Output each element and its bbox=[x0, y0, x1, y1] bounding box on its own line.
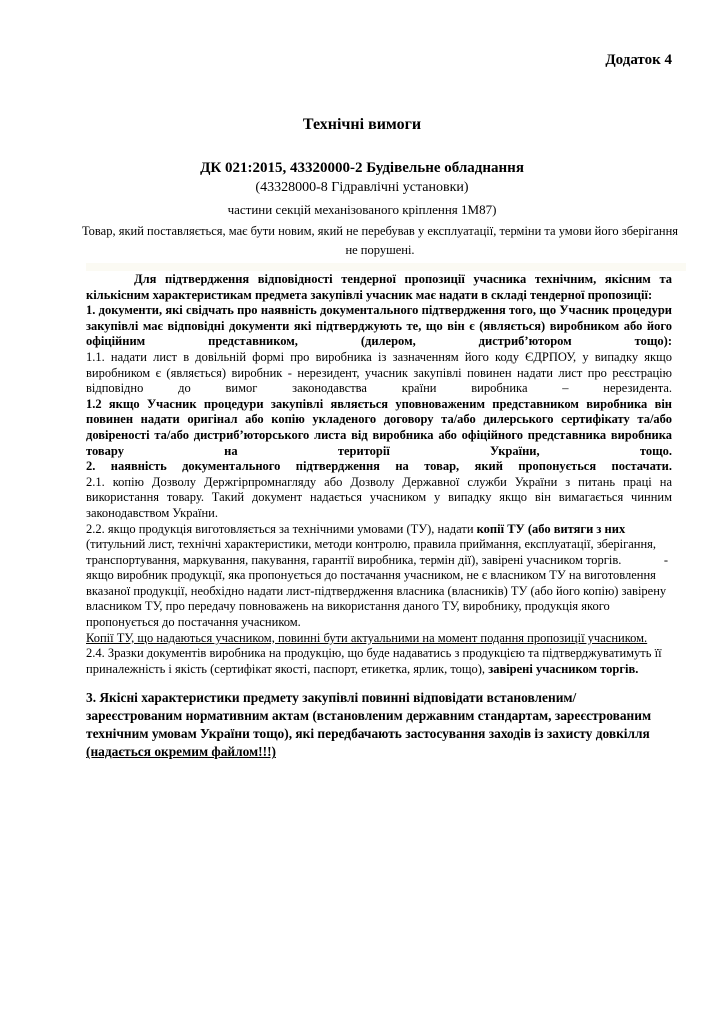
paragraph-2-4-text: 2.4. Зразки документів виробника на продукцію, що буде надаватись з продукцією та підтверджуватимуть її приналежність і якість (сертифікат якості, паспорт, етикетка, ярлик, тощо), bbox=[86, 646, 662, 676]
paragraph-2-2-start: 2.2. якщо продукція виготовляється за технічними умовами (ТУ), надати bbox=[86, 521, 477, 536]
intro-paragraph: Для підтвердження відповідності тендерної пропозиції учасника технічним, якісним та кількісним характеристикам предмета закупівлі учасник має надати в складі тендерної пропозиції: bbox=[86, 272, 672, 302]
section-3-text: 3. Якісні характеристики предмету закупівлі повинні відповідати встановленим/зареєстрованим нормативним актам (встановленим державним стандартам, зареєстрованим технічним умовам України тощо), які передбачають застосування заходів із захисту довкілля bbox=[86, 690, 652, 742]
paragraph-2-2 bbox=[86, 522, 672, 569]
dk-code: ДК 021:2015, 43320000-2 Будівельне обладнання bbox=[200, 160, 524, 176]
paragraph-1-2: 1.2 якщо Учасник процедури закупівлі являється уповноваженим представником виробника він повинен надати оригінал або копію укладеного договору та/або дилерського сертифікату та/або довіреності та/або дистриб’юторського листа від виробника або офіційного представника виробника товару на території України, тощо. bbox=[86, 396, 672, 458]
dash-mark: - bbox=[663, 552, 668, 567]
section-3 bbox=[86, 689, 672, 761]
subcode: (43328000-8 Гідравлічні установки) bbox=[255, 180, 469, 195]
appendix-label: Додаток 4 bbox=[605, 52, 672, 68]
paragraph-2-1: 2.1. копію Дозволу Держгірпромнагляду або Дозволу Державної служби України з питань праці на використання товару. Такий документ надається учасником у випадку якщо він вимагається чинним законодавством України. bbox=[86, 474, 672, 520]
paragraph-1-1: 1.1. надати лист в довільній формі про виробника із зазначенням його коду ЄДРПОУ, у випадку якщо виробником є (являється) виробник - нерезидент, учасник закупівлі повинен надати лист про реєстрацію відповідно до вимог законодавства країни виробника – нерезидента. bbox=[86, 349, 672, 396]
tu-copies-emphasis: копії ТУ (або витяги з них bbox=[476, 521, 626, 536]
paragraph-2-2-actuality: Копії ТУ, що надаються учасником, повинні бути актуальними на момент подання пропозиції учасником. bbox=[86, 630, 648, 645]
document-body bbox=[86, 272, 672, 761]
section-1-heading: 1. документи, які свідчать про наявність документального підтвердження того, що Учасник процедури закупівлі має відповідні документи які підтверджують те, що він є (являється) виробником або його офіційним представником, (дилером, дистриб’ютором тощо): bbox=[86, 303, 672, 349]
paragraph-2-2-owner: якщо виробник продукції, яка пропонується до постачання учасником, не є власником ТУ на виготовлення вказаної продукції, необхідно надати лист-підтвердження власника (власників) ТУ (або його копію) завірену власником ТУ, про передачу повноважень на використання даного ТУ, виробнику, продукція якого пропонується до постачання учасником. bbox=[86, 568, 667, 630]
highlight-strip bbox=[86, 263, 686, 271]
section-2-heading: 2. наявність документального підтвердження на товар, який пропонується постачати. bbox=[86, 459, 672, 474]
separate-file-note: (надається окремим файлом!!!) bbox=[86, 744, 277, 760]
paragraph-2-4-certified: завірені учасником торгів. bbox=[488, 661, 639, 676]
paragraph-2-4 bbox=[86, 646, 672, 677]
paragraph-2-2-rest: (титульний лист, технічні характеристики, методи контролю, правила приймання, експлуатації, зберігання, транспортування, маркування, пакування, гарантії виробника, термін дії), завірені учасником торгів. bbox=[86, 537, 657, 567]
goods-note: Товар, який поставляється, має бути новим, який не перебував у експлуатації, терміни та умови його зберігання не порушені. bbox=[81, 224, 679, 257]
item-description: частини секцій механізованого кріплення 1М87) bbox=[227, 202, 497, 217]
page-title: Технічні вимоги bbox=[302, 116, 422, 133]
